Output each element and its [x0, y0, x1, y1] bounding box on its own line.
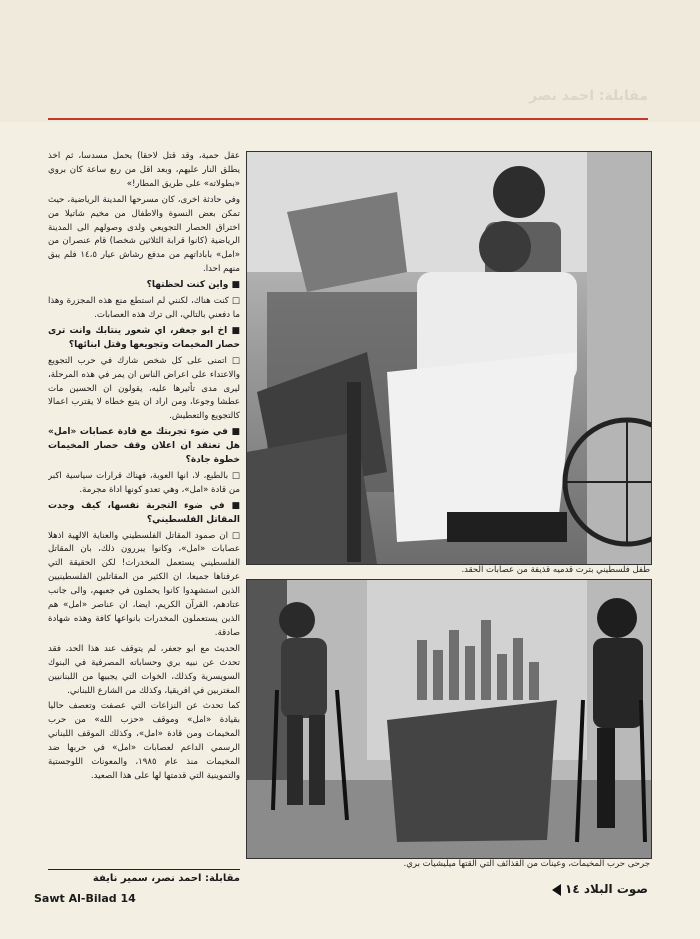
photo2-caption: جرحى حرب المخيمات، وعينات من القذائف التي القتها ميليشيات بري. — [403, 859, 650, 869]
arrow-left-icon — [552, 884, 561, 896]
interview-credit: مقابلة: احمد نصر، سمير نايفة — [48, 869, 240, 884]
article-paragraph: □ بالطبع، لا، انها العوبة، فهناك قرارات سياسية اكبر من قادة «امل»، وهي تعدو كونها اداة مجرمة. — [48, 470, 240, 495]
interview-question: ■ واين كنت لحظتها؟ — [146, 280, 240, 291]
article-paragraph: □ ان صمود المقاتل الفلسطيني والعناية الالهية اذهلا عصابات «امل»، وكانوا يبررون ذلك، بان المقاتل الفلسطيني يستعمل المخدرات! لكن الحقيقة التي عرفناها جميعا، ان الكثير من المقاتلين الفلسطينيين الذين استشهدوا كانوا يحملون في جعبهم، والى جانب عتادهم، القرآن الكريم، ايضا، ان عناصر «امل» هم الذين يستعملون المخدرات بانواعها كافة وهذه شهادة صادقة. — [48, 530, 240, 638]
photo-child-wheelchair-image — [247, 152, 651, 564]
photo-child-wheelchair — [246, 151, 652, 565]
photo-wounded-fighters — [246, 579, 652, 859]
footer-magazine-name-latin: Sawt Al-Bilad 14 — [34, 892, 136, 905]
faded-header-title: مقابلة: احمد نصر — [529, 88, 648, 104]
photo1-caption: طفل فلسطيني بترت قدميه قذيفة من عصابات الحقد. — [461, 565, 650, 575]
interview-question: ■ اخ ابو جعفر، اي شعور ينتابك وانت ترى حصار المخيمات وتجويعها وقتل ابنائها؟ — [48, 325, 240, 350]
photo-wounded-fighters-image — [247, 580, 651, 858]
interview-question: ■ في ضوء تجربتك مع قادة عصابات «امل» هل تعتقد ان اعلان وقف حصار المخيمات خطوة جادة؟ — [48, 427, 240, 466]
article-paragraph: الحديث مع ابو جعفر، لم يتوقف عند هذا الحد، فقد تحدث عن نبيه بري وحساباته المصرفية في البنوك السويسرية وكذلك، الخوات التي يجبيها من اللبنانيين المغتربين في افريقيا، وكذلك من الشارع اللبناني. — [48, 643, 240, 696]
footer-arabic-text: صوت البلاد ١٤ — [565, 882, 648, 896]
article-paragraph: عقل حمية، وقد قتل لاحقا) يحمل مسدسا، ثم اخذ يطلق النار عليهم، وبعد اقل من ربع ساعة كان بروي «بطولاته» على طريق المطار!» — [48, 151, 240, 189]
header-red-rule — [48, 118, 648, 120]
article-text-column — [48, 150, 240, 870]
article-paragraph: كما تحدث عن النزاعات التي عصفت وتعصف حاليا بقيادة «امل» وموقف «حزب الله» من حرب المخيمات ومن قادة «امل»، وكذلك الموقف اللبناني الرسمي الداعم لعصابات «امل» في حربها ضد المخيمات منذ عام ١٩٨٥، والمعونات اللوجستية والتموينية التي قدمتها لها على هذا الصعيد. — [48, 701, 240, 781]
article-paragraph: وفي حادثة اخرى، كان مسرحها المدينة الرياضية، حيث تمكن بعض النسوة والاطفال من مخيم شاتيلا من اختراق الحصار التجويعي ولدى وصولهم الى المدينة الرياضية (كانوا قرابة الثلاثين شخصا) قام عنصران من «امل» باباداتهم من مدفع رشاش عيار ١٤،٥ فلم يبق منهم احدا. — [48, 194, 240, 275]
interview-question: ■ في ضوء التجربة نفسها، كيف وجدت المقاتل الفلسطيني؟ — [48, 500, 240, 525]
article-paragraph: □ اتمنى على كل شخص شارك في حرب التجويع والاعتداء على اعراض الناس ان يمر في هذه المرحلة، ليرى مدى تأثيرها عليه، يقولون ان الحسين مات عطشا وجوعا، ومن اراد ان يتبع خطاه لا يقترب اعمالا كالتجويع والتعطيش. — [48, 355, 240, 422]
footer-magazine-name-arabic — [546, 882, 648, 896]
article-paragraph: □ كنت هناك، لكنني لم استطع منع هذه المجزرة وهذا ما دفعني بالتالي، الى ترك هذه العصابات. — [48, 296, 240, 320]
